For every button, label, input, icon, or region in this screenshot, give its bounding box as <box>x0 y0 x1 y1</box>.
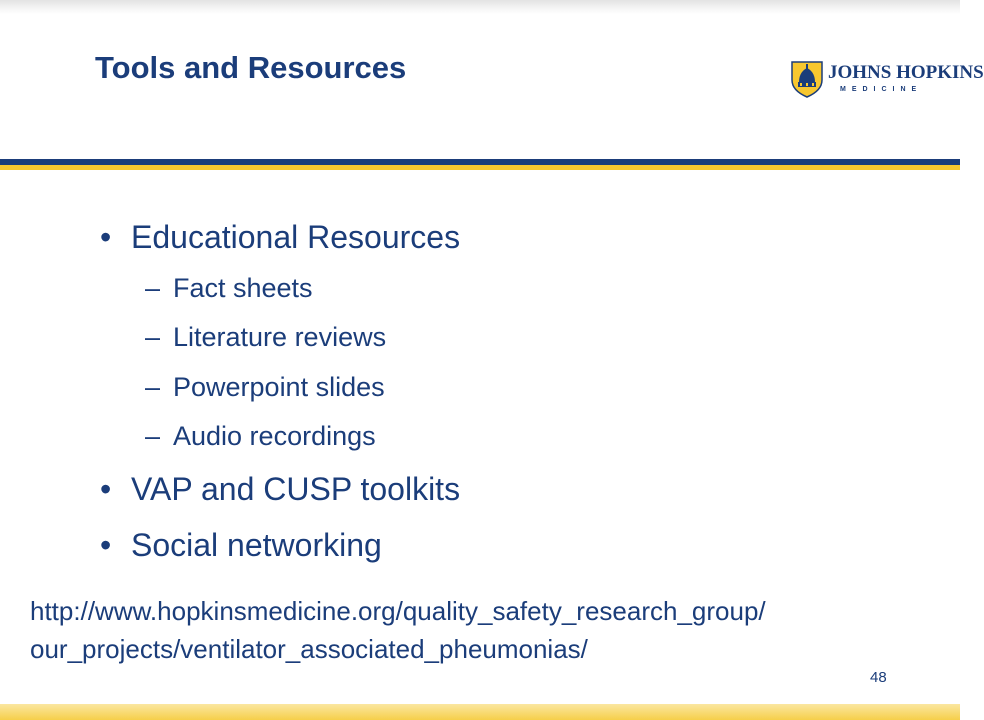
page-number: 48 <box>870 669 887 686</box>
bullet-text: Social networking <box>131 527 382 563</box>
dome-shield-icon <box>790 58 824 98</box>
url-line[interactable]: http://www.hopkinsmedicine.org/quality_safety_research_group/ <box>30 596 766 626</box>
bottom-band <box>0 704 960 720</box>
bullet-text: VAP and CUSP toolkits <box>131 471 461 507</box>
bullet-dot: • <box>100 471 112 507</box>
sub-bullet-dash: – <box>145 273 161 303</box>
johns-hopkins-logo <box>790 58 984 104</box>
sub-bullet-text: Fact sheets <box>173 273 313 303</box>
bullet-text: Educational Resources <box>131 219 461 255</box>
sub-bullet-text: Audio recordings <box>173 421 376 451</box>
top-band <box>0 0 960 14</box>
logo-name: JOHNS HOPKINS <box>828 62 984 83</box>
sub-bullet-text: Literature reviews <box>173 322 387 352</box>
sub-bullet-text: Powerpoint slides <box>173 372 385 402</box>
header-rule-yellow <box>0 165 960 170</box>
bullet-dot: • <box>100 219 112 255</box>
url-line[interactable]: our_projects/ventilator_associated_pheumonias/ <box>30 634 588 664</box>
sub-bullet-dash: – <box>145 372 161 402</box>
sub-bullet-dash: – <box>145 421 161 451</box>
bullet-dot: • <box>100 527 112 563</box>
slide-title: Tools and Resources <box>95 50 407 85</box>
logo-subtitle: MEDICINE <box>840 86 923 93</box>
resource-url[interactable] <box>30 592 940 668</box>
sub-bullet-dash: – <box>145 322 161 352</box>
